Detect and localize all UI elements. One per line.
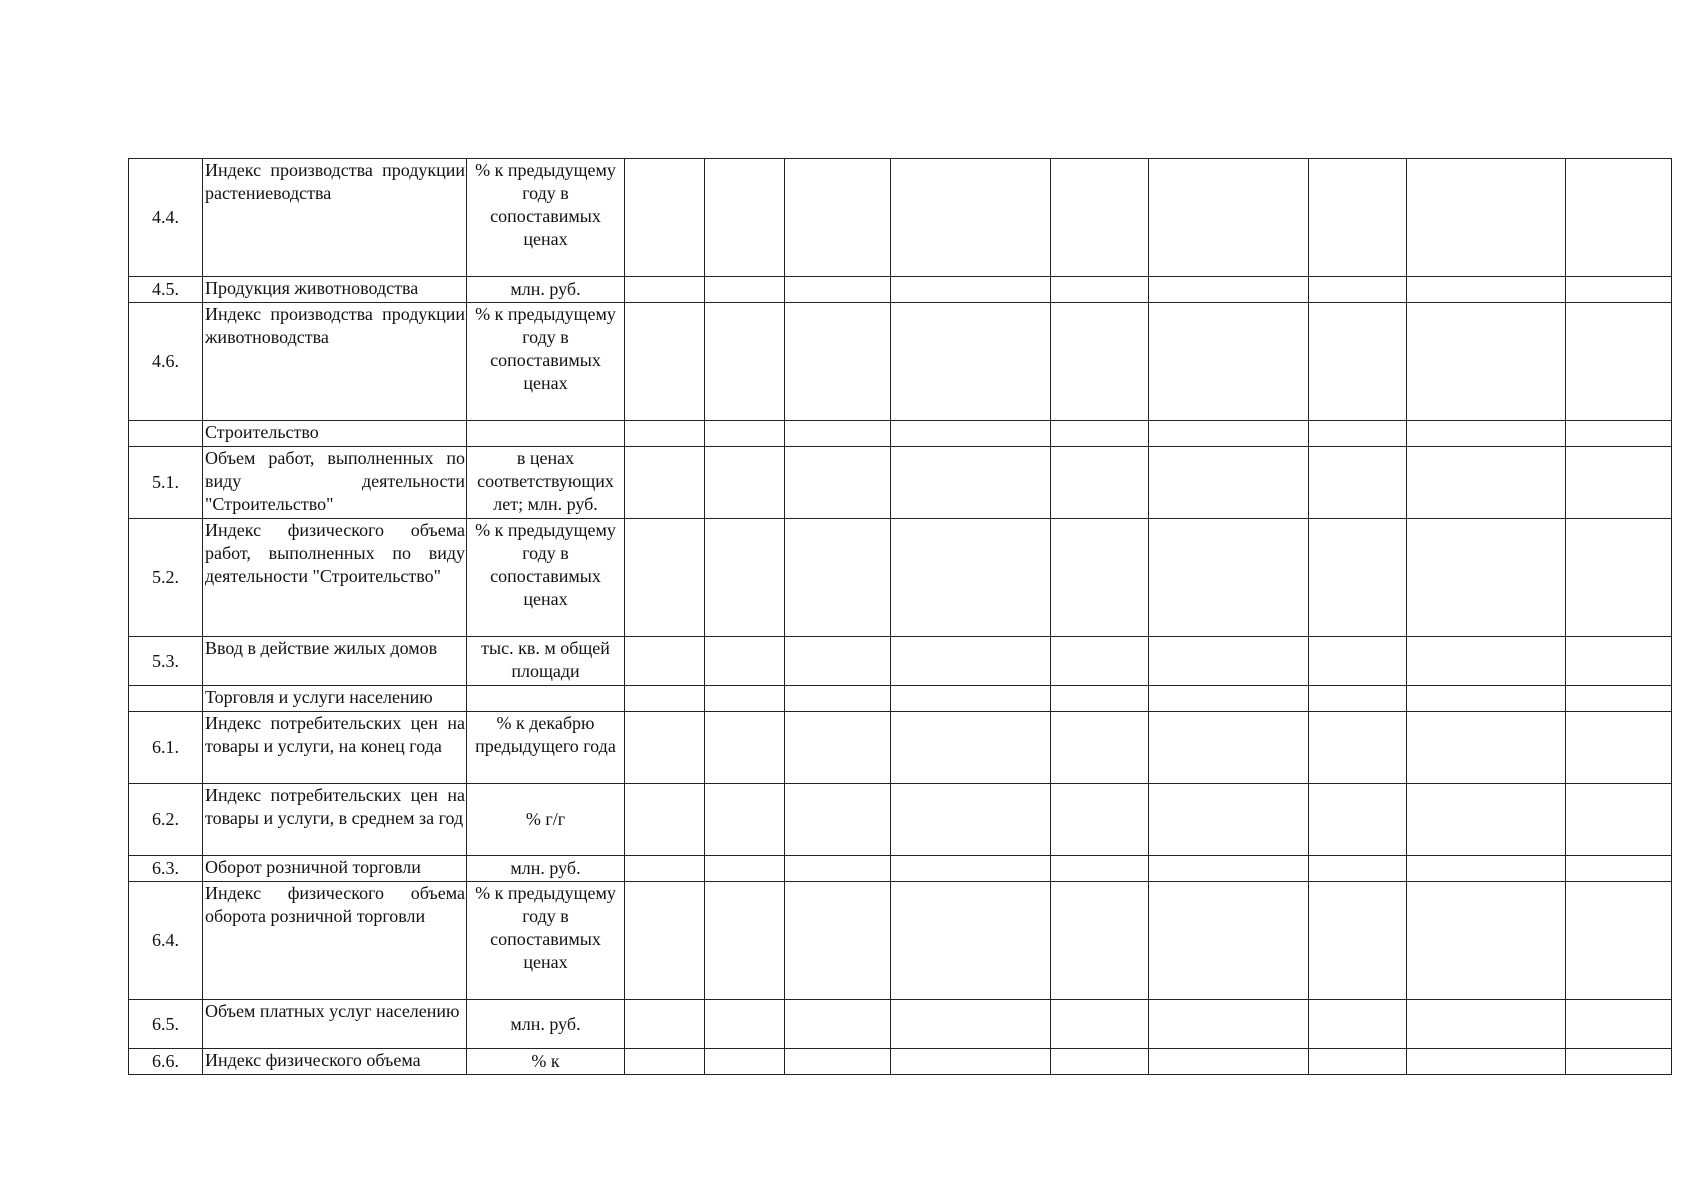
- value-cell: [1566, 856, 1672, 882]
- unit-of-measure: % г/г: [467, 784, 625, 856]
- value-cell: [1566, 686, 1672, 712]
- row-number: 6.4.: [129, 882, 203, 1000]
- value-cell: [1051, 159, 1149, 277]
- section-header-row: [129, 686, 1672, 712]
- section-title: Строительство: [203, 421, 467, 447]
- value-cell: [625, 882, 705, 1000]
- value-cell: [1051, 277, 1149, 303]
- unit-of-measure: [467, 686, 625, 712]
- row-number: 6.2.: [129, 784, 203, 856]
- value-cell: [785, 303, 891, 421]
- value-cell: [891, 856, 1051, 882]
- value-cell: [625, 784, 705, 856]
- value-cell: [625, 447, 705, 519]
- value-cell: [625, 1049, 705, 1075]
- value-cell: [1407, 447, 1566, 519]
- unit-of-measure: млн. руб.: [467, 1000, 625, 1049]
- value-cell: [785, 277, 891, 303]
- value-cell: [1051, 303, 1149, 421]
- value-cell: [785, 447, 891, 519]
- value-cell: [1149, 447, 1309, 519]
- unit-of-measure: % к предыдущему году в сопоставимых ценах: [467, 519, 625, 637]
- unit-of-measure: тыс. кв. м общей площади: [467, 637, 625, 686]
- unit-of-measure: % к предыдущему году в сопоставимых ценах: [467, 882, 625, 1000]
- value-cell: [1407, 277, 1566, 303]
- row-number: 6.1.: [129, 712, 203, 784]
- value-cell: [705, 686, 785, 712]
- indicator-name: Продукция животноводства: [203, 277, 467, 303]
- indicator-name: Индекс потребительских цен на товары и услуги, на конец года: [203, 712, 467, 784]
- value-cell: [1309, 519, 1407, 637]
- value-cell: [1407, 1000, 1566, 1049]
- value-cell: [1407, 712, 1566, 784]
- value-cell: [891, 159, 1051, 277]
- value-cell: [1149, 421, 1309, 447]
- value-cell: [705, 421, 785, 447]
- value-cell: [1051, 1000, 1149, 1049]
- table-row: [129, 159, 1672, 277]
- value-cell: [1309, 447, 1407, 519]
- value-cell: [891, 447, 1051, 519]
- value-cell: [891, 1049, 1051, 1075]
- value-cell: [1051, 447, 1149, 519]
- value-cell: [1149, 882, 1309, 1000]
- row-number: 6.5.: [129, 1000, 203, 1049]
- value-cell: [705, 784, 785, 856]
- table-row: [129, 1049, 1672, 1075]
- row-number: 4.4.: [129, 159, 203, 277]
- value-cell: [891, 277, 1051, 303]
- value-cell: [625, 159, 705, 277]
- value-cell: [625, 712, 705, 784]
- value-cell: [1149, 519, 1309, 637]
- value-cell: [1566, 421, 1672, 447]
- value-cell: [891, 421, 1051, 447]
- value-cell: [1149, 277, 1309, 303]
- table-row: [129, 277, 1672, 303]
- row-number: 4.6.: [129, 303, 203, 421]
- value-cell: [1566, 519, 1672, 637]
- value-cell: [1309, 277, 1407, 303]
- value-cell: [1149, 1049, 1309, 1075]
- value-cell: [625, 686, 705, 712]
- value-cell: [705, 856, 785, 882]
- value-cell: [625, 1000, 705, 1049]
- value-cell: [1149, 856, 1309, 882]
- value-cell: [1566, 712, 1672, 784]
- value-cell: [1051, 421, 1149, 447]
- value-cell: [1566, 159, 1672, 277]
- row-number: 5.3.: [129, 637, 203, 686]
- value-cell: [1407, 303, 1566, 421]
- row-number: [129, 686, 203, 712]
- value-cell: [705, 1049, 785, 1075]
- value-cell: [705, 519, 785, 637]
- value-cell: [785, 519, 891, 637]
- row-number: [129, 421, 203, 447]
- unit-of-measure: % к предыдущему году в сопоставимых ценах: [467, 303, 625, 421]
- value-cell: [1309, 686, 1407, 712]
- value-cell: [1309, 784, 1407, 856]
- value-cell: [891, 1000, 1051, 1049]
- value-cell: [1566, 1000, 1672, 1049]
- value-cell: [1309, 856, 1407, 882]
- value-cell: [891, 686, 1051, 712]
- value-cell: [891, 303, 1051, 421]
- table-row: [129, 519, 1672, 637]
- value-cell: [891, 519, 1051, 637]
- row-number: 6.3.: [129, 856, 203, 882]
- table-row: [129, 784, 1672, 856]
- value-cell: [891, 784, 1051, 856]
- table-row: [129, 303, 1672, 421]
- value-cell: [1051, 712, 1149, 784]
- row-number: 6.6.: [129, 1049, 203, 1075]
- section-header-row: [129, 421, 1672, 447]
- indicator-name: Индекс производства продукции растениеводства: [203, 159, 467, 277]
- row-number: 5.1.: [129, 447, 203, 519]
- value-cell: [785, 1049, 891, 1075]
- value-cell: [1149, 712, 1309, 784]
- table-row: [129, 447, 1672, 519]
- value-cell: [1149, 637, 1309, 686]
- value-cell: [705, 1000, 785, 1049]
- row-number: 5.2.: [129, 519, 203, 637]
- value-cell: [1051, 856, 1149, 882]
- value-cell: [705, 277, 785, 303]
- value-cell: [1051, 519, 1149, 637]
- value-cell: [1407, 882, 1566, 1000]
- value-cell: [1407, 1049, 1566, 1075]
- indicator-name: Индекс потребительских цен на товары и услуги, в среднем за год: [203, 784, 467, 856]
- indicator-name: Оборот розничной торговли: [203, 856, 467, 882]
- indicator-name: Ввод в действие жилых домов: [203, 637, 467, 686]
- unit-of-measure: [467, 421, 625, 447]
- table-row: [129, 1000, 1672, 1049]
- value-cell: [1149, 303, 1309, 421]
- value-cell: [1566, 784, 1672, 856]
- value-cell: [1149, 1000, 1309, 1049]
- value-cell: [891, 882, 1051, 1000]
- unit-of-measure: в ценах соответствующих лет; млн. руб.: [467, 447, 625, 519]
- value-cell: [1051, 882, 1149, 1000]
- value-cell: [705, 159, 785, 277]
- value-cell: [785, 1000, 891, 1049]
- value-cell: [1566, 1049, 1672, 1075]
- value-cell: [785, 421, 891, 447]
- value-cell: [1309, 712, 1407, 784]
- value-cell: [785, 159, 891, 277]
- value-cell: [1407, 686, 1566, 712]
- row-number: 4.5.: [129, 277, 203, 303]
- value-cell: [1309, 159, 1407, 277]
- table-row: [129, 637, 1672, 686]
- value-cell: [705, 882, 785, 1000]
- value-cell: [1407, 784, 1566, 856]
- value-cell: [705, 447, 785, 519]
- value-cell: [1309, 882, 1407, 1000]
- unit-of-measure: млн. руб.: [467, 277, 625, 303]
- value-cell: [1051, 784, 1149, 856]
- value-cell: [625, 637, 705, 686]
- value-cell: [785, 784, 891, 856]
- value-cell: [1051, 637, 1149, 686]
- value-cell: [1149, 686, 1309, 712]
- unit-of-measure: % к: [467, 1049, 625, 1075]
- value-cell: [625, 856, 705, 882]
- value-cell: [1149, 784, 1309, 856]
- section-title: Торговля и услуги населению: [203, 686, 467, 712]
- value-cell: [1309, 421, 1407, 447]
- indicator-name: Индекс физического объема работ, выполненных по виду деятельности "Строительство": [203, 519, 467, 637]
- value-cell: [1407, 421, 1566, 447]
- value-cell: [625, 277, 705, 303]
- value-cell: [891, 712, 1051, 784]
- value-cell: [1566, 277, 1672, 303]
- value-cell: [785, 712, 891, 784]
- value-cell: [1407, 856, 1566, 882]
- value-cell: [785, 686, 891, 712]
- table-row: [129, 882, 1672, 1000]
- value-cell: [1407, 637, 1566, 686]
- value-cell: [1407, 159, 1566, 277]
- value-cell: [785, 856, 891, 882]
- value-cell: [1407, 519, 1566, 637]
- value-cell: [705, 712, 785, 784]
- value-cell: [785, 637, 891, 686]
- unit-of-measure: % к предыдущему году в сопоставимых ценах: [467, 159, 625, 277]
- value-cell: [785, 882, 891, 1000]
- value-cell: [705, 637, 785, 686]
- indicator-name: Индекс производства продукции животноводства: [203, 303, 467, 421]
- value-cell: [1149, 159, 1309, 277]
- indicator-name: Индекс физического объема: [203, 1049, 467, 1075]
- value-cell: [1309, 1049, 1407, 1075]
- value-cell: [1309, 1000, 1407, 1049]
- value-cell: [625, 421, 705, 447]
- value-cell: [705, 303, 785, 421]
- indicator-name: Объем работ, выполненных по виду деятельности "Строительство": [203, 447, 467, 519]
- value-cell: [1566, 637, 1672, 686]
- value-cell: [891, 637, 1051, 686]
- value-cell: [1051, 686, 1149, 712]
- unit-of-measure: млн. руб.: [467, 856, 625, 882]
- value-cell: [625, 303, 705, 421]
- indicator-name: Индекс физического объема оборота розничной торговли: [203, 882, 467, 1000]
- table-row: [129, 712, 1672, 784]
- table-row: [129, 856, 1672, 882]
- unit-of-measure: % к декабрю предыдущего года: [467, 712, 625, 784]
- value-cell: [1309, 637, 1407, 686]
- value-cell: [1566, 447, 1672, 519]
- value-cell: [1051, 1049, 1149, 1075]
- indicator-name: Объем платных услуг населению: [203, 1000, 467, 1049]
- value-cell: [1309, 303, 1407, 421]
- value-cell: [1566, 882, 1672, 1000]
- indicator-table: [128, 158, 1672, 1075]
- value-cell: [1566, 303, 1672, 421]
- value-cell: [625, 519, 705, 637]
